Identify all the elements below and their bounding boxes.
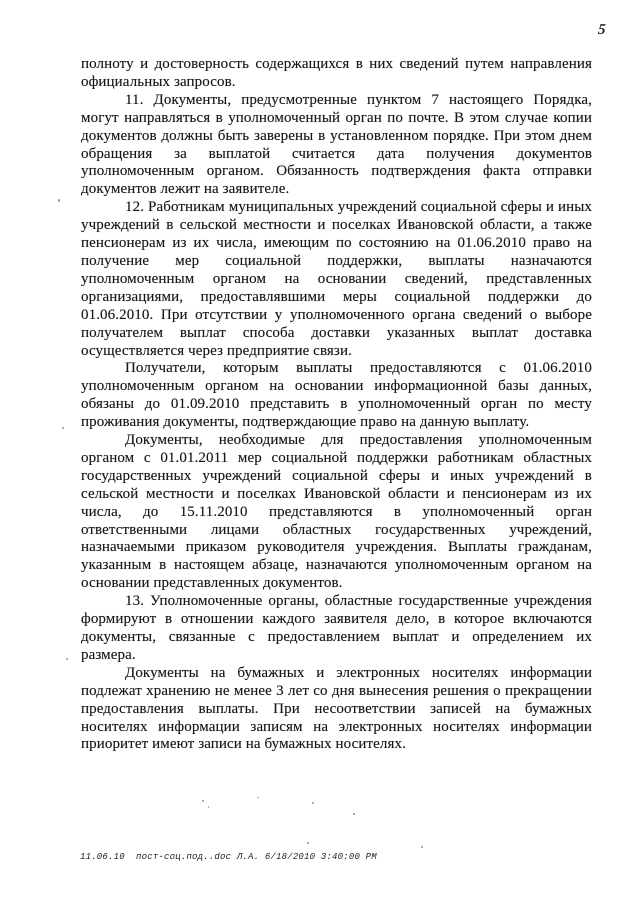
- text-line: основании представленных документов.: [81, 575, 343, 592]
- paragraph: [81, 360, 592, 432]
- text-line: предоставления выплаты. При несоответствии записей на бумажных: [81, 700, 592, 717]
- text-line: 01.06.2010. При отсутствии у уполномоченного органа сведений о выборе: [81, 306, 592, 323]
- text-line: получателем выплат способа доставки указанных выплат доставка: [81, 324, 592, 341]
- text-line: ответственными лицами областных государственных учреждений,: [81, 521, 592, 538]
- text-line: могут направляться в уполномоченный орган по почте. В этом случае копии: [81, 109, 592, 126]
- text-line: 13. Уполномоченные органы, областные государственные учреждения: [125, 593, 592, 610]
- text-line: уполномоченным органом на основании сведений, представленных: [81, 270, 592, 287]
- scan-speck: [66, 658, 68, 660]
- text-line: обязаны до 01.09.2010 представить в уполномоченный орган по месту: [81, 396, 592, 413]
- text-line: полноту и достоверность содержащихся в них сведений путем направления: [81, 56, 592, 72]
- text-line: уполномоченным органом. Обязанность подтверждения факта отправки: [81, 163, 592, 180]
- scan-speck: [312, 802, 314, 804]
- text-line: пенсионерам из их числа, имеющим по состоянию на 01.06.2010 право на: [81, 235, 592, 252]
- text-line: 11. Документы, предусмотренные пунктом 7 настоящего Порядка,: [125, 91, 592, 108]
- paragraph: [81, 593, 592, 665]
- scan-speck: [208, 806, 209, 808]
- text-line: организациями, предоставлявшими меры социальной поддержки до: [81, 288, 592, 305]
- text-line: документы, связанные с предоставлением выплат и определением их: [81, 629, 592, 645]
- paragraph: [81, 432, 592, 593]
- paragraph: [81, 665, 592, 755]
- paragraph: [81, 56, 592, 92]
- text-line: носителях информации записям на электронных носителях информации: [81, 718, 592, 735]
- page-number: 5: [597, 22, 607, 38]
- text-line: проживания документы, подтверждающие право на данную выплату.: [81, 414, 530, 431]
- paragraph: [81, 92, 592, 199]
- text-line: уполномоченным органом на основании информационной базы данных,: [81, 378, 592, 395]
- paragraph: [81, 199, 592, 360]
- scan-speck: [307, 842, 309, 844]
- text-line: учреждений в сельской местности и поселках Ивановской области, а также: [81, 217, 592, 234]
- text-line: органом с 01.01.2011 мер социальной поддержки работникам областных: [81, 449, 592, 466]
- text-line: назначаемыми приказом руководителя учреждения. Выплаты гражданам,: [81, 539, 592, 556]
- text-line: официальных запросов.: [81, 73, 236, 90]
- scan-speck: [62, 427, 64, 429]
- text-line: Документы, необходимые для предоставления уполномоченным: [125, 432, 592, 449]
- text-line: сельской местности и поселках Ивановской области и пенсионерам из их: [81, 485, 592, 502]
- text-line: документов лежит на заявителе.: [81, 181, 290, 198]
- scan-speck: [202, 800, 204, 802]
- text-line: государственных учреждений социальной сферы и иных учреждений в: [81, 467, 592, 484]
- text-line: 12. Работникам муниципальных учреждений социальной сферы и иных: [125, 199, 592, 216]
- footer-annotation: 11.06.10 пост-соц.под..doc Л.А. 6/18/2010 3:40:00 PM: [80, 852, 377, 862]
- text-line: формируют в отношении каждого заявителя дело, в которое включаются: [81, 611, 592, 628]
- scan-speck: [58, 199, 60, 202]
- document-body: [81, 56, 592, 754]
- scan-speck: [257, 797, 259, 798]
- text-line: числа, до 15.11.2010 представляются в уполномоченный орган: [81, 503, 592, 520]
- text-line: Документы на бумажных и электронных носителях информации: [125, 664, 592, 681]
- text-line: размера.: [81, 646, 136, 663]
- text-line: осуществляется через предприятие связи.: [81, 342, 352, 359]
- scan-speck: [421, 846, 423, 848]
- text-line: Получатели, которым выплаты предоставляются с 01.06.2010: [125, 360, 592, 377]
- text-line: обращения за выплатой считается дата получения документов: [81, 145, 592, 162]
- scan-speck: [353, 813, 355, 815]
- text-line: документов должны быть заверены в установленном порядке. При этом днем: [81, 127, 592, 144]
- text-line: указанным в настоящем абзаце, назначаются уполномоченным органом на: [81, 557, 592, 574]
- text-line: приоритет имеют записи на бумажных носителях.: [81, 736, 406, 753]
- text-line: подлежат хранению не менее 3 лет со дня вынесения решения о прекращении: [81, 682, 592, 699]
- text-line: получение мер социальной поддержки, выплаты назначаются: [81, 252, 592, 269]
